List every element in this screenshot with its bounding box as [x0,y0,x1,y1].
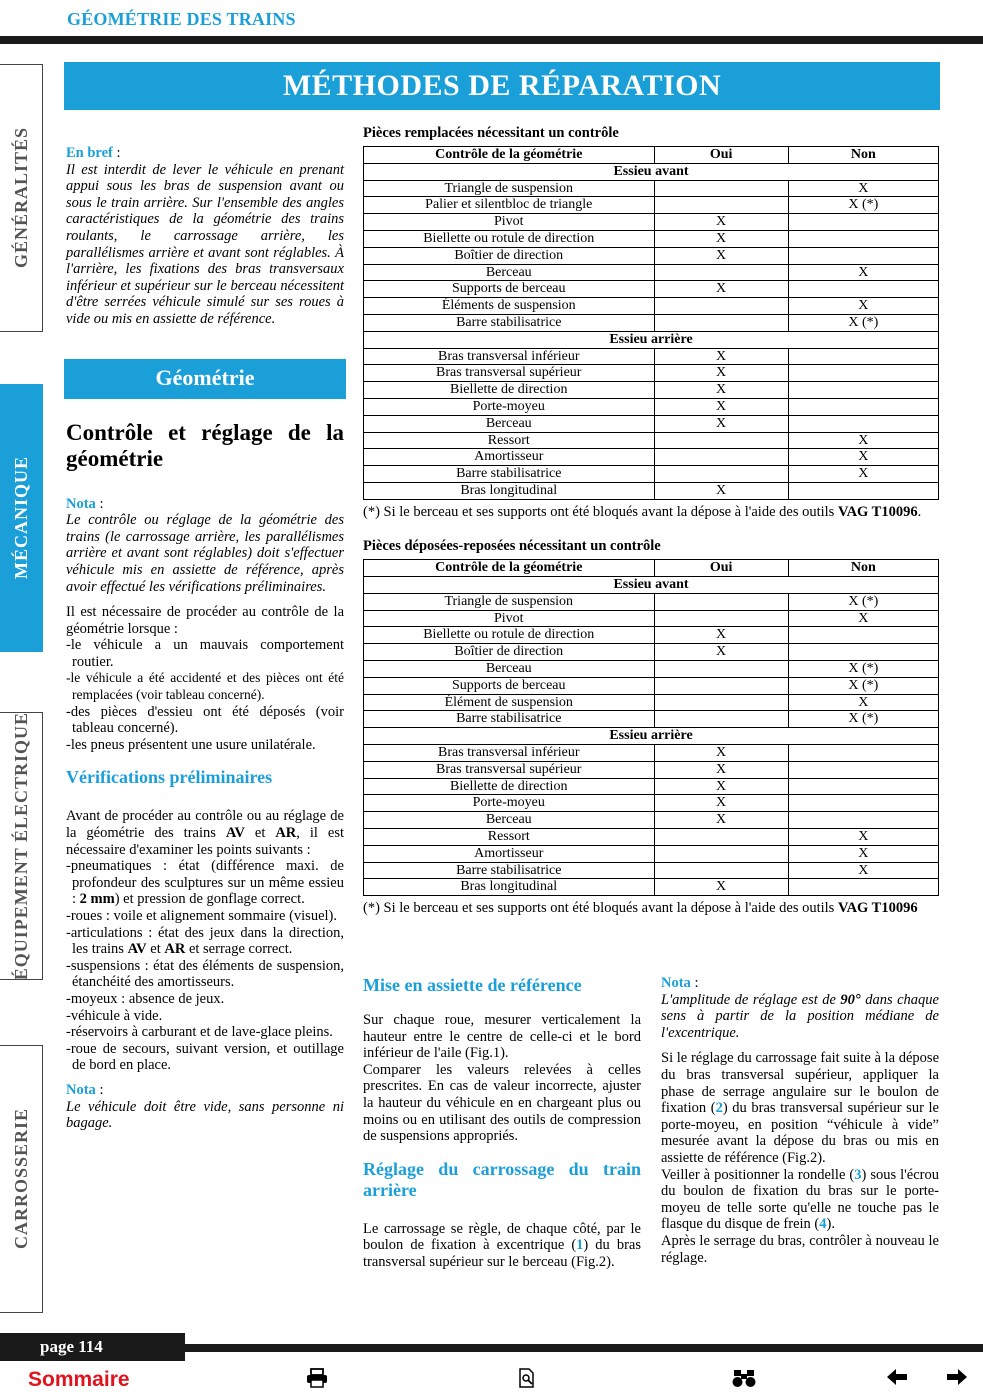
table-cell: X [788,828,938,845]
table-cell: X [788,449,938,466]
table-row [364,466,939,483]
table-cell: Palier et silentbloc de triangle [364,197,655,214]
table-cell: Berceau [364,661,655,678]
page-number-box [0,1333,185,1361]
check-item: -suspensions : état des éléments de suspension, étanchéité des amortisseurs. [66,957,344,991]
table-row [364,398,939,415]
table-cell: X [654,415,788,432]
table-row [364,778,939,795]
check-item: -réservoirs à carburant et de lave-glace pleins. [66,1024,333,1041]
table-cell [788,365,938,382]
table-cell: Ressort [364,828,655,845]
table-cell: Bras transversal supérieur [364,365,655,382]
table-cell: X [654,879,788,896]
table-cell: Supports de berceau [364,677,655,694]
table-cell [654,711,788,728]
table-cell [654,314,788,331]
table-cell: Bras longitudinal [364,879,655,896]
table-group-header: Essieu avant [364,163,939,180]
table-row [364,761,939,778]
table-row [364,828,939,845]
table-cell: X (*) [788,661,938,678]
table-row [364,694,939,711]
table-cell: Barre stabilisatrice [364,314,655,331]
page-number: page 114 [40,1337,103,1356]
table-cell [788,247,938,264]
condition-item: -les pneus présentent une usure unilatérale. [66,736,316,753]
table-row [364,862,939,879]
table-cell [654,449,788,466]
table-cell [654,593,788,610]
table-cell: X [654,365,788,382]
table-cell: X [654,627,788,644]
table-row [364,247,939,264]
table-header-cell: Non [788,560,938,577]
table-1-caption: Pièces remplacées nécessitant un contrôle [363,125,619,141]
intro-text: Il est nécessaire de procéder au contrôle de la géométrie lorsque : [66,604,344,637]
printer-icon[interactable] [306,1368,328,1394]
table-cell: X [654,745,788,762]
table-row [364,879,939,896]
table-cell [788,778,938,795]
table-cell: Pivot [364,610,655,627]
table-cell [788,627,938,644]
table-cell: Éléments de suspension [364,298,655,315]
nota-2-text: Le véhicule doit être vide, sans personne ni bagage. [66,1098,344,1132]
nota-1-label: Nota [66,495,96,512]
table-cell [654,677,788,694]
table-cell: X [788,610,938,627]
table-cell [654,197,788,214]
table-row [364,482,939,499]
check-item: -roue de secours, suivant version, et outillage de bord en place. [66,1040,344,1074]
table-group-header: Essieu avant [364,577,939,594]
condition-item: -le véhicule a été accidenté et des pièces ont été remplacées (voir tableau concerné). [66,670,344,703]
table-cell: Bras transversal inférieur [364,348,655,365]
chapter-title: GÉOMÉTRIE DES TRAINS [67,9,296,29]
table-cell: X [654,644,788,661]
table-cell: Barre stabilisatrice [364,862,655,879]
table-cell: X [654,281,788,298]
table-cell [654,694,788,711]
table-cell [654,661,788,678]
footer-nav [0,1364,983,1399]
table-row [364,627,939,644]
table-cell: X [654,812,788,829]
table-row [364,795,939,812]
table-cell: Barre stabilisatrice [364,711,655,728]
table-cell: X [788,862,938,879]
sidebar-tab-equipement-electrique[interactable] [0,712,43,980]
sidebar-tab-label: GÉNÉRALITÉS [10,127,31,269]
assiette-p1: Sur chaque roue, mesurer verticalement la hauteur entre le centre de celle-ci et le bord inférieur de l'aile (Fig.1). [363,1012,641,1062]
table-cell [788,398,938,415]
table-cell [788,745,938,762]
table-header-cell: Contrôle de la géométrie [364,560,655,577]
table-cell: X [654,348,788,365]
table-cell: Ressort [364,432,655,449]
table-cell [654,862,788,879]
table-cell [654,432,788,449]
table-cell [654,610,788,627]
table-cell: X (*) [788,677,938,694]
right-p1: Si le réglage du carrossage fait suite à la dépose du bras transversal supérieur, appliquer la phase de serrage angulaire sur le boulon de fixation (2) du bras transversal supérieur sur le porte-moyeu, en position “véhicule à vide” mesurée avant la dépose du bras ou mis en assiette de référence (Fig.2). [661,1050,939,1166]
table-row [364,298,939,315]
sub-column-left [363,975,641,1271]
check-item: -véhicule à vide. [66,1007,163,1024]
table-cell [788,382,938,399]
table-cell [654,264,788,281]
table-row [364,449,939,466]
verif-heading: Vérifications préliminaires [66,767,273,788]
table-cell: X [654,778,788,795]
table-cell: Berceau [364,812,655,829]
table-header-cell: Oui [654,560,788,577]
table-row [364,230,939,247]
table-group-header: Essieu arrière [364,331,939,348]
table-cell [788,761,938,778]
nota-1-text: Le contrôle ou réglage de la géométrie des trains (le carrossage arrière, les parallélismes arrière et avant sont réglables) doit s'effectuer véhicule mis en assiette de référence, après avoir effectué les vérifications préliminaires. [66,512,344,595]
table-row [364,281,939,298]
table-header-cell: Non [788,147,938,164]
table-cell: X [788,298,938,315]
check-item: -articulations : état des jeux dans la direction, les trains AV et AR et serrage correct. [66,924,344,958]
table-cell [788,644,938,661]
table-cell [654,180,788,197]
table-cell: Porte-moyeu [364,398,655,415]
table-cell: X [788,466,938,483]
table-cell [788,879,938,896]
table-row [364,745,939,762]
table-row [364,812,939,829]
table-cell [788,415,938,432]
table-row [364,711,939,728]
carrossage-heading: Réglage du carrossage du train arrière [363,1158,641,1200]
check-item: -moyeux : absence de jeux. [66,990,225,1007]
table-cell [654,828,788,845]
table-cell [788,812,938,829]
table-cell: X [654,795,788,812]
table-row [364,610,939,627]
right-p3: Après le serrage du bras, contrôler à nouveau le réglage. [661,1232,939,1266]
table-cell [788,230,938,247]
table-cell: Triangle de suspension [364,180,655,197]
table-cell: X (*) [788,711,938,728]
assiette-p2: Comparer les valeurs relevées à celles prescrites. En cas de valeur incorrecte, ajuster la hauteur du véhicule en en chargeant plus ou moins ou en utilisant des outils de compression de suspensions appropriés. [363,1061,641,1145]
nota-3-label: Nota [661,975,691,991]
sidebar-tab-generalites[interactable] [0,64,43,332]
check-item: -pneumatiques : état (différence maxi. de profondeur des sculptures sur un même essieu : 2 mm) et pression de gonflage correct. [66,858,344,908]
table-cell: Amortisseur [364,845,655,862]
table-cell: X [788,432,938,449]
verif-intro: Avant de procéder au contrôle ou au réglage de la géométrie des trains AV et AR, il est nécessaire d'examiner les points suivants : [66,808,345,858]
sub-column-right [661,975,939,1266]
table-row [364,348,939,365]
table-cell: Supports de berceau [364,281,655,298]
table-cell [654,466,788,483]
en-bref-text: Il est interdit de lever le véhicule en prenant appui sous les bras de suspension avant ou sous le train arrière. Sur l'ensemble des angles caractéristiques de la géométrie des trains roulants, le carrossage arrière, les parallélismes arrière et avant sont réglables. À l'arrière, les fixations des bras transversaux inférieur et supérieur sur le berceau nécessitent d'être serrées véhicule simulé sur ses roues à vide ou mis en assiette de référence. [66,161,344,327]
condition-item: -des pièces d'essieu ont été déposés (voir tableau concerné). [66,703,344,737]
table-2-caption: Pièces déposées-reposées nécessitant un contrôle [363,538,661,555]
table-cell: X (*) [788,314,938,331]
sidebar-tab-mecanique[interactable] [0,384,43,652]
table-cell: Berceau [364,415,655,432]
table-row [364,677,939,694]
table-1 [363,146,939,500]
nota-1: Nota : [66,495,104,512]
table-header-cell: Oui [654,147,788,164]
arrow-left-icon[interactable] [886,1368,908,1392]
table-cell: Porte-moyeu [364,795,655,812]
en-bref: En bref : [66,145,121,161]
en-bref-label: En bref [66,145,113,161]
table-cell: Triangle de suspension [364,593,655,610]
table-cell: X (*) [788,197,938,214]
table-row [364,593,939,610]
table-row [364,314,939,331]
table-cell [788,214,938,231]
table-cell: X [788,180,938,197]
binoculars-icon[interactable] [731,1368,757,1394]
table-row [364,365,939,382]
table-cell [654,845,788,862]
table-cell: X [654,398,788,415]
sidebar-tab-carrosserie[interactable] [0,1045,43,1313]
table-cell: Bras transversal supérieur [364,761,655,778]
nota-2: Nota : [66,1081,104,1098]
table-cell: Amortisseur [364,449,655,466]
table-2-footnote: (*) Si le berceau et ses supports ont été bloqués avant la dépose à l'aide des outils VAG T10096 [363,900,918,917]
table-cell: Berceau [364,264,655,281]
table-row [364,264,939,281]
left-column [66,145,344,1132]
table-cell [788,795,938,812]
arrow-right-icon[interactable] [946,1368,968,1392]
table-cell: Biellette ou rotule de direction [364,230,655,247]
table-cell: Boîtier de direction [364,247,655,264]
top-divider [0,36,983,44]
table-cell: Biellette de direction [364,382,655,399]
table-row [364,197,939,214]
table-cell [654,298,788,315]
sidebar-tab-label: ÉQUIPEMENT ÉLECTRIQUE [10,711,31,981]
table-cell: X [654,761,788,778]
table-row [364,180,939,197]
table-1-footnote: (*) Si le berceau et ses supports ont été bloqués avant la dépose à l'aide des outils VAG T10096. [363,503,922,520]
page-banner [64,62,940,110]
nota-2-label: Nota [66,1081,96,1098]
table-cell: X (*) [788,593,938,610]
table-cell: X [788,694,938,711]
right-column [363,125,939,917]
table-cell: Élément de suspension [364,694,655,711]
table-cell: Bras longitudinal [364,482,655,499]
condition-item: -le véhicule a un mauvais comportement routier. [66,637,344,670]
table-cell [788,482,938,499]
table-header-cell: Contrôle de la géométrie [364,147,655,164]
table-cell: X [654,482,788,499]
table-row [364,432,939,449]
table-group-header: Essieu arrière [364,728,939,745]
table-row [364,845,939,862]
table-2 [363,559,939,896]
right-p2: Veiller à positionner la rondelle (3) sous l'écrou du boulon de fixation du bras sur le porte-moyeu de telle sorte qu'elle ne touche pas le flasque du disque de frein (4). [661,1166,939,1233]
sidebar-tab-label: MÉCANIQUE [10,456,31,580]
table-cell: X [654,214,788,231]
table-row [364,644,939,661]
table-cell: X [654,247,788,264]
banner-title: MÉTHODES DE RÉPARATION [282,69,722,102]
table-cell: Boîtier de direction [364,644,655,661]
table-cell: X [654,382,788,399]
table-cell [788,348,938,365]
table-cell: Biellette ou rotule de direction [364,627,655,644]
table-row [364,661,939,678]
table-cell: X [788,845,938,862]
table-row [364,415,939,432]
table-cell: X [654,230,788,247]
section-title-label: Géométrie [155,365,255,391]
sidebar-tab-label: CARROSSERIE [10,1108,31,1250]
nota-3: Nota : [661,975,699,991]
section-title-geometrie [64,359,346,399]
carrossage-p1: Le carrossage se règle, de chaque côté, par le boulon de fixation à excentrique (1) du bras transversal supérieur sur le berceau (Fig.2). [363,1220,641,1270]
table-row [364,214,939,231]
table-row [364,382,939,399]
main-heading: Contrôle et réglage de la géométrie [66,419,344,471]
document-search-icon[interactable] [518,1368,536,1394]
table-cell: Barre stabilisatrice [364,466,655,483]
assiette-heading: Mise en assiette de référence [363,975,582,995]
table-cell: Biellette de direction [364,778,655,795]
sommaire-link[interactable]: Sommaire [28,1368,130,1391]
table-cell [788,281,938,298]
nota-3-text: L'amplitude de réglage est de 90° dans chaque sens à partir de la position médiane de l'excentrique. [661,991,939,1041]
check-item: -roues : voile et alignement sommaire (visuel). [66,908,337,924]
table-cell: Pivot [364,214,655,231]
table-cell: Bras transversal inférieur [364,745,655,762]
table-cell: X [788,264,938,281]
